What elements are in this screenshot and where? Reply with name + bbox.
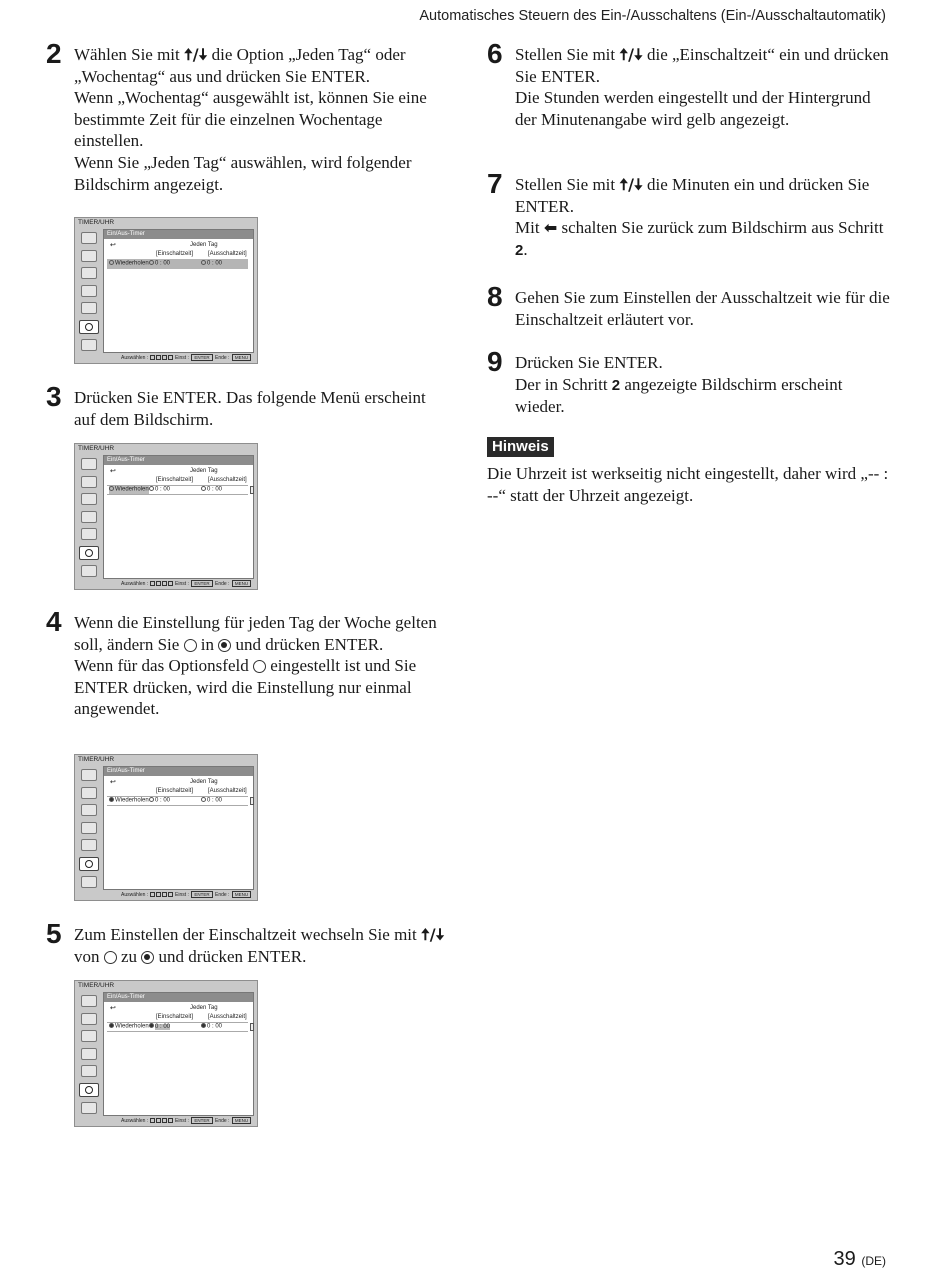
menu-key: MENU xyxy=(232,1117,251,1124)
key-icon xyxy=(162,892,167,897)
key-icon xyxy=(168,581,173,586)
text-run: und drücken ENTER. xyxy=(158,946,307,966)
screen-panel xyxy=(103,229,254,353)
radio-selected-icon xyxy=(109,797,114,802)
text-run: Wählen Sie mit xyxy=(74,45,180,64)
enter-key: ENTER xyxy=(191,1117,212,1124)
screen-title: TIMER/UHR xyxy=(78,756,115,763)
step-number: 9 xyxy=(487,346,503,377)
text-run: von xyxy=(74,946,100,966)
text-run: in xyxy=(200,634,215,654)
radio-icon xyxy=(109,486,114,491)
step-number: 3 xyxy=(46,381,62,412)
text-run: schalten Sie zurück zum Bildschirm aus Schritt xyxy=(561,218,884,238)
repeat-row xyxy=(107,259,248,269)
on-time-label: [Einschaltzeit] xyxy=(156,477,194,483)
text-run: die Minuten ein und drücken Sie ENTER. xyxy=(515,175,870,216)
panel-title: Ein/Aus-Timer xyxy=(104,456,253,465)
off-time-label: [Ausschaltzeit] xyxy=(208,477,247,483)
text-run: Zum Einstellen der Einschaltzeit wechseln Sie mit xyxy=(74,925,417,944)
picture-icon xyxy=(81,232,97,244)
time-value: 0 : 00 xyxy=(207,486,223,493)
repeat-option xyxy=(109,486,149,494)
time-value: 0 : 00 xyxy=(155,797,171,804)
radio-selected-icon xyxy=(201,1023,206,1028)
back-icon: ↩ xyxy=(110,779,116,786)
key-icon xyxy=(168,892,173,897)
enter-key: ENTER xyxy=(191,354,212,361)
time-value: 0 : 00 xyxy=(155,1023,171,1030)
step-number: 5 xyxy=(46,918,62,949)
repeat-option xyxy=(109,797,149,805)
repeat-row xyxy=(107,796,248,806)
step-8 xyxy=(487,281,895,330)
off-time-label: [Ausschaltzeit] xyxy=(208,1014,247,1020)
footer-end-label: Ende : xyxy=(214,581,230,587)
step-number: 4 xyxy=(46,606,62,637)
step-6 xyxy=(487,38,895,130)
radio-icon xyxy=(201,486,206,491)
left-column xyxy=(46,38,446,1124)
step-9 xyxy=(487,346,895,418)
left-arrow-icon: ⬅ xyxy=(543,218,558,238)
page-number xyxy=(834,1248,886,1271)
screen-panel xyxy=(103,766,254,890)
page-header: Automatisches Steuern des Ein-/Ausschaltens (Ein-/Ausschaltautomatik) xyxy=(419,8,886,24)
panel-title: Ein/Aus-Timer xyxy=(104,993,253,1002)
text-run: Wenn die Einstellung für jeden Tag der Woche gelten soll, ändern Sie xyxy=(74,613,437,654)
on-time-label: [Einschaltzeit] xyxy=(156,788,194,794)
footer-select-label: Auswählen : xyxy=(121,581,149,587)
radio-selected-icon xyxy=(218,639,231,652)
step-number: 2 xyxy=(46,38,62,69)
step-3 xyxy=(46,381,446,430)
text-run: die „Einschaltzeit“ ein und drücken Sie ENTER. xyxy=(515,45,889,86)
key-icon xyxy=(156,892,161,897)
screen-icon xyxy=(81,267,97,279)
step-5 xyxy=(46,918,446,967)
setup-icon xyxy=(81,822,97,834)
text-run: Wenn für das Optionsfeld xyxy=(74,656,249,676)
repeat-label: Wiederholen xyxy=(115,1023,149,1030)
enter-key: ENTER xyxy=(191,580,212,587)
footer-select-label: Auswählen : xyxy=(121,892,149,898)
off-time-label: [Ausschaltzeit] xyxy=(208,251,247,257)
setup-icon xyxy=(81,1048,97,1060)
options-icon xyxy=(81,1065,97,1077)
options-icon xyxy=(81,302,97,314)
key-icon xyxy=(162,1118,167,1123)
step-reference: 2 xyxy=(611,376,621,394)
picture-icon xyxy=(81,458,97,470)
key-icon xyxy=(162,355,167,360)
timer-clock-icon xyxy=(79,857,99,871)
screen-footer xyxy=(121,1117,252,1124)
footer-end-label: Ende : xyxy=(214,1118,230,1124)
text-run: Mit xyxy=(515,218,540,238)
screen-panel xyxy=(103,455,254,579)
note-box xyxy=(487,437,897,506)
setup-icon xyxy=(81,285,97,297)
footer-set-label: Einst : xyxy=(175,892,189,898)
sound-icon xyxy=(81,250,97,262)
footer-end-label: Ende : xyxy=(214,892,230,898)
key-icon xyxy=(156,581,161,586)
repeat-option xyxy=(109,1023,149,1031)
repeat-label: Wiederholen xyxy=(115,260,149,267)
jeden-tag-label: Jeden Tag xyxy=(190,468,218,474)
menu-key: MENU xyxy=(232,580,251,587)
up-down-arrow-icon: 🠅/🠇 xyxy=(619,45,643,64)
footer-set-label: Einst : xyxy=(175,581,189,587)
step-number: 6 xyxy=(487,38,503,69)
picture-icon xyxy=(81,995,97,1007)
step-text xyxy=(74,44,446,87)
screen-title: TIMER/UHR xyxy=(78,219,115,226)
key-icon xyxy=(162,581,167,586)
screen-menu-icons xyxy=(78,229,102,357)
off-time xyxy=(201,260,222,268)
text-run: die Option „Jeden Tag“ oder „Wochentag“ aus und drücken Sie ENTER. xyxy=(74,45,406,86)
step-text: Wenn Sie „Jeden Tag“ auswählen, wird folgender Bildschirm angezeigt. xyxy=(74,152,412,194)
note-text: Die Uhrzeit ist werkseitig nicht eingestellt, daher wird „-- : --“ statt der Uhrzeit angezeigt. xyxy=(487,464,889,505)
footer-set-label: Einst : xyxy=(175,355,189,361)
step-text: Die Stunden werden eingestellt und der Hintergrund der Minutenangabe wird gelb angezeigt. xyxy=(515,88,871,129)
menu-key: MENU xyxy=(232,354,251,361)
step-text xyxy=(74,655,446,720)
key-icon xyxy=(156,355,161,360)
panel-title: Ein/Aus-Timer xyxy=(104,767,253,776)
key-icon xyxy=(150,1118,155,1123)
menu-screenshot-3 xyxy=(74,754,258,901)
on-time xyxy=(149,797,170,805)
input-icon xyxy=(81,1102,97,1114)
note-label: Hinweis xyxy=(487,437,554,457)
text-run: angezeigte Bildschirm erscheint wieder. xyxy=(515,374,843,417)
step-2 xyxy=(46,38,446,224)
footer-select-label: Auswählen : xyxy=(121,1118,149,1124)
time-value: 0 : 00 xyxy=(207,260,223,267)
screen-title: TIMER/UHR xyxy=(78,445,115,452)
radio-empty-icon xyxy=(184,639,197,652)
step-text: Drücken Sie ENTER. xyxy=(515,353,663,372)
step-7 xyxy=(487,168,895,261)
on-time xyxy=(149,260,170,268)
repeat-option xyxy=(109,260,149,268)
radio-selected-icon xyxy=(109,1023,114,1028)
screen-title: TIMER/UHR xyxy=(78,982,115,989)
key-icon xyxy=(150,892,155,897)
picture-icon xyxy=(81,769,97,781)
key-icon xyxy=(168,355,173,360)
timer-clock-icon xyxy=(79,320,99,334)
jeden-tag-label: Jeden Tag xyxy=(190,779,218,785)
time-value: 0 : 00 xyxy=(207,797,223,804)
time-value: 0 : 00 xyxy=(207,1023,223,1030)
timer-clock-icon xyxy=(79,546,99,560)
text-run: und drücken ENTER. xyxy=(235,634,384,654)
back-icon: ↩ xyxy=(110,1005,116,1012)
page-language: (DE) xyxy=(861,1254,886,1268)
up-down-arrow-icon: 🠅/🠇 xyxy=(184,45,208,64)
step-4 xyxy=(46,606,446,720)
on-time xyxy=(149,1023,170,1031)
off-time-label: [Ausschaltzeit] xyxy=(208,788,247,794)
text-run: . xyxy=(523,239,528,259)
radio-icon xyxy=(201,260,206,265)
input-icon xyxy=(81,565,97,577)
screen-panel xyxy=(103,992,254,1116)
off-time xyxy=(201,797,222,805)
off-time xyxy=(201,486,222,494)
up-down-arrow-icon: 🠅/🠇 xyxy=(421,925,445,944)
step-text: Gehen Sie zum Einstellen der Ausschaltzeit wie für die Einschaltzeit erläutert vor. xyxy=(515,288,890,329)
text-run: zu xyxy=(121,946,138,966)
scroll-indicator xyxy=(250,1023,254,1031)
screen-menu-icons xyxy=(78,992,102,1120)
step-text xyxy=(515,374,895,418)
step-number: 8 xyxy=(487,281,503,312)
timer-clock-icon xyxy=(79,1083,99,1097)
repeat-row xyxy=(107,485,248,495)
input-icon xyxy=(81,876,97,888)
sound-icon xyxy=(81,787,97,799)
back-icon: ↩ xyxy=(110,242,116,249)
menu-screenshot-1 xyxy=(74,217,258,364)
footer-set-label: Einst : xyxy=(175,1118,189,1124)
input-icon xyxy=(81,339,97,351)
step-text xyxy=(515,217,895,261)
repeat-label: Wiederholen xyxy=(115,486,149,493)
step-text xyxy=(74,924,446,967)
sound-icon xyxy=(81,476,97,488)
back-icon: ↩ xyxy=(110,468,116,475)
radio-empty-icon xyxy=(104,951,117,964)
scroll-indicator xyxy=(250,486,254,494)
page-number-value: 39 xyxy=(833,1248,856,1270)
sound-icon xyxy=(81,1013,97,1025)
key-icon xyxy=(168,1118,173,1123)
text-run: Der in Schritt xyxy=(515,374,608,394)
jeden-tag-label: Jeden Tag xyxy=(190,242,218,248)
radio-icon xyxy=(109,260,114,265)
radio-selected-icon xyxy=(149,1023,154,1028)
up-down-arrow-icon: 🠅/🠇 xyxy=(619,175,643,194)
menu-key: MENU xyxy=(232,891,251,898)
panel-title: Ein/Aus-Timer xyxy=(104,230,253,239)
text-run: Stellen Sie mit xyxy=(515,45,616,64)
on-time-label: [Einschaltzeit] xyxy=(156,1014,194,1020)
text-run: eingestellt ist und Sie ENTER drücken, wird die Einstellung nur einmal angewendet. xyxy=(74,656,417,719)
enter-key: ENTER xyxy=(191,891,212,898)
repeat-label: Wiederholen xyxy=(115,797,149,804)
setup-icon xyxy=(81,511,97,523)
step-reference: 2 xyxy=(515,241,524,259)
screen-footer xyxy=(121,354,252,361)
step-text: Wenn „Wochentag“ ausgewählt ist, können Sie eine bestimmte Zeit für die einzelnen Wochentage einstellen. xyxy=(74,88,427,151)
step-text: Drücken Sie ENTER. Das folgende Menü erscheint auf dem Bildschirm. xyxy=(74,388,426,429)
screen-icon xyxy=(81,1030,97,1042)
screen-menu-icons xyxy=(78,455,102,583)
text-run: Stellen Sie mit xyxy=(515,175,616,194)
screen-icon xyxy=(81,493,97,505)
footer-select-label: Auswählen : xyxy=(121,355,149,361)
repeat-row xyxy=(107,1022,248,1032)
screen-footer xyxy=(121,580,252,587)
radio-icon xyxy=(201,797,206,802)
on-time-label: [Einschaltzeit] xyxy=(156,251,194,257)
step-text xyxy=(515,44,895,87)
step-text xyxy=(515,174,895,217)
screen-menu-icons xyxy=(78,766,102,894)
footer-end-label: Ende : xyxy=(214,355,230,361)
radio-icon xyxy=(149,260,154,265)
step-number: 7 xyxy=(487,168,503,199)
menu-screenshot-2 xyxy=(74,443,258,590)
off-time xyxy=(201,1023,222,1031)
step-text xyxy=(74,612,446,655)
radio-icon xyxy=(149,486,154,491)
radio-empty-icon xyxy=(253,660,266,673)
key-icon xyxy=(156,1118,161,1123)
options-icon xyxy=(81,839,97,851)
radio-selected-icon xyxy=(141,951,154,964)
menu-screenshot-4 xyxy=(74,980,258,1127)
time-value: 0 : 00 xyxy=(155,486,171,493)
time-value: 0 : 00 xyxy=(155,260,171,267)
screen-icon xyxy=(81,804,97,816)
jeden-tag-label: Jeden Tag xyxy=(190,1005,218,1011)
on-time xyxy=(149,486,170,494)
options-icon xyxy=(81,528,97,540)
scroll-indicator xyxy=(250,797,254,805)
screen-footer xyxy=(121,891,252,898)
radio-icon xyxy=(149,797,154,802)
key-icon xyxy=(150,355,155,360)
key-icon xyxy=(150,581,155,586)
